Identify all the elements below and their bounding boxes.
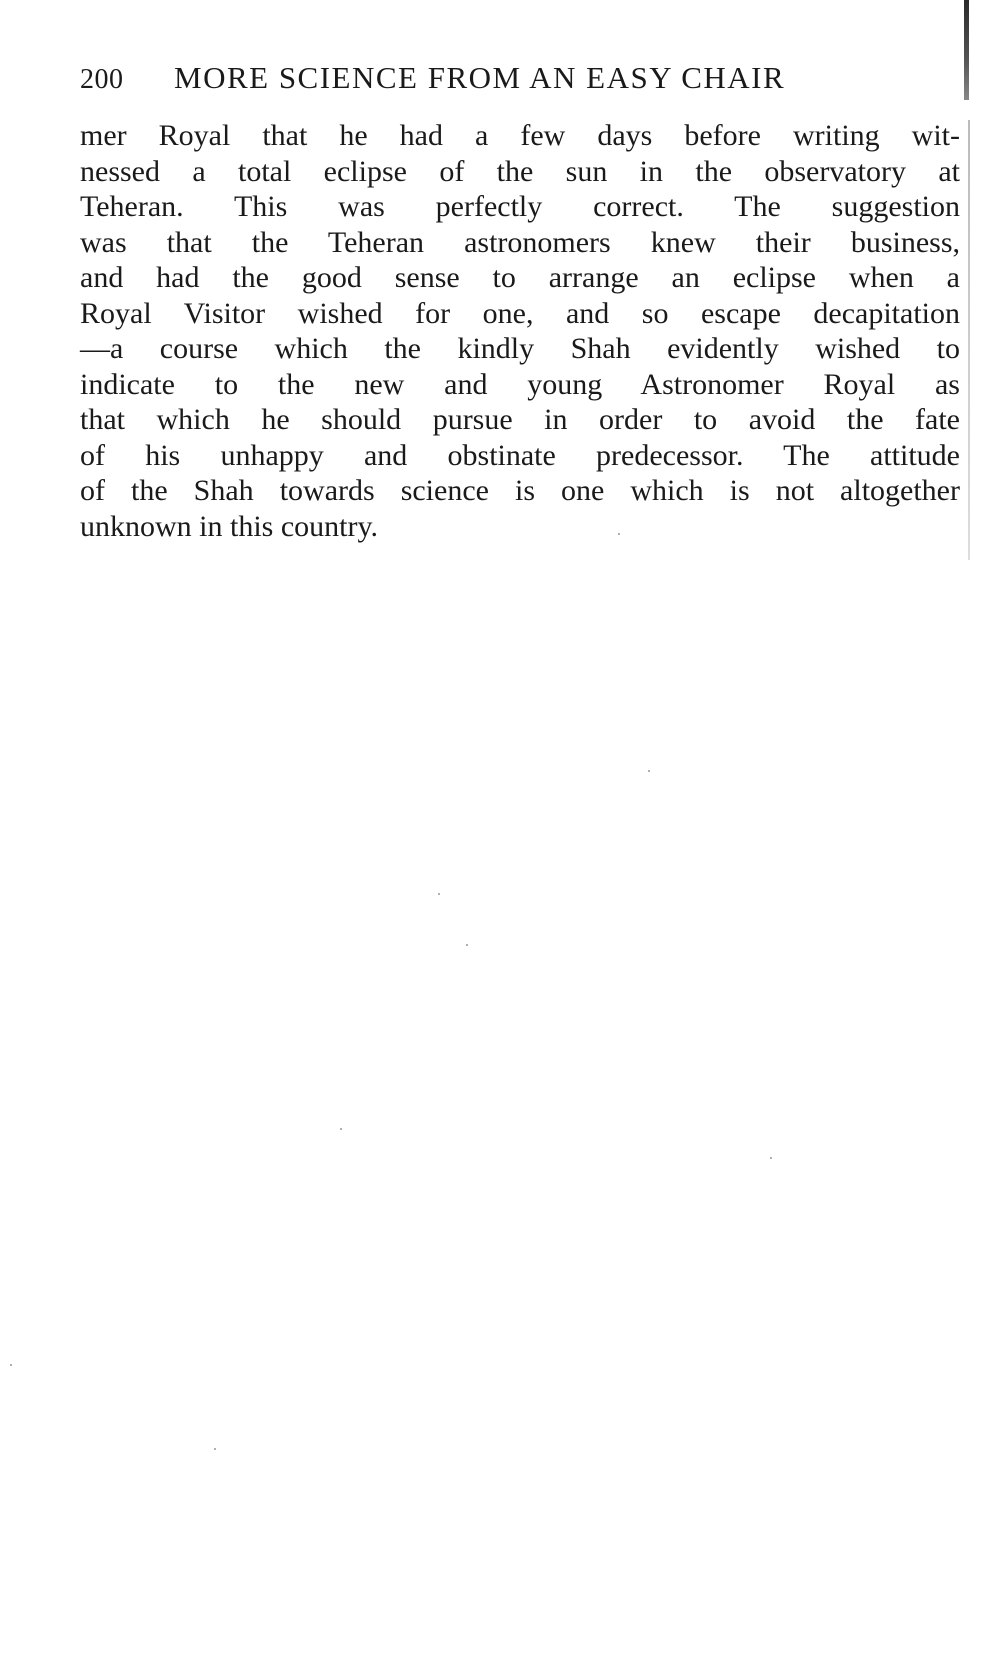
page-edge-speck	[968, 120, 970, 560]
text-line: nessed a total eclipse of the sun in the observatory at	[80, 154, 960, 188]
text-line: unknown in this country.	[80, 509, 379, 543]
scan-speck	[618, 533, 620, 535]
text-line: Royal Visitor wished for one, and so escape decapitation	[80, 296, 960, 330]
text-line: —a course which the kindly Shah evidently wished to	[80, 332, 960, 365]
page-number: 200	[80, 64, 124, 95]
scan-speck	[770, 1157, 772, 1159]
scan-speck	[10, 1364, 12, 1366]
body-paragraph	[80, 118, 960, 544]
text-line: indicate to the new and young Astronomer Royal as	[80, 367, 960, 401]
text-line: mer Royal that he had a few days before writing wit-	[80, 119, 960, 152]
text-line: was that the Teheran astronomers knew their business,	[80, 225, 960, 259]
text-line: and had the good sense to arrange an eclipse when a	[80, 261, 960, 294]
scan-speck	[214, 1448, 216, 1450]
text-line: of his unhappy and obstinate predecessor. The attitude	[80, 438, 960, 472]
scan-speck	[466, 944, 468, 946]
text-line: that which he should pursue in order to avoid the fate	[80, 403, 960, 436]
text-line: of the Shah towards science is one which is not altogether	[80, 474, 960, 507]
scan-speck	[340, 1128, 342, 1130]
running-head	[80, 56, 960, 100]
page-edge-shadow	[964, 0, 969, 100]
scan-speck	[438, 893, 440, 895]
text-line: Teheran. This was perfectly correct. The suggestion	[80, 190, 960, 223]
running-title: MORE SCIENCE FROM AN EASY CHAIR	[174, 60, 786, 95]
scan-speck	[648, 770, 650, 772]
